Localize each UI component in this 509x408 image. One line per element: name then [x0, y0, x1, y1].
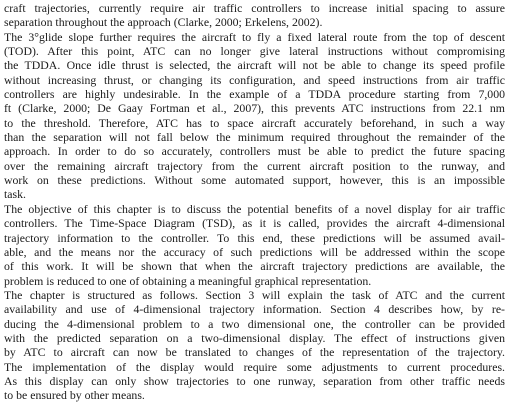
text-line: As this display can only show trajectories to one runway, separation from other traffic needs: [4, 373, 505, 388]
text-line: than the separation will not fall below the minimum required throughout the remainder of the: [4, 130, 505, 145]
text-line: controllers. The Time-Space Diagram (TSD), as it is called, provides the aircraft 4-dimensional: [4, 216, 505, 231]
text-line: trajectory information to the controller. To this end, these predictions will be assumed avail-: [4, 230, 505, 245]
paragraph-2: [4, 30, 505, 202]
text-line: The 3°glide slope further requires the aircraft to fly a fixed lateral route from the top of descent: [4, 29, 505, 44]
text-line: to the threshold. Therefore, ATC has to space aircraft accurately beforehand, in such a way: [4, 115, 505, 130]
text-line: problem is reduced to one of obtaining a meaningful graphical representation.: [4, 273, 372, 288]
text-line: able, and the means nor the accuracy of such predictions will be addressed within the scope: [4, 244, 505, 259]
text-line: availability and use of 4-dimensional trajectory information. Section 4 describes how, by re-: [4, 302, 505, 317]
text-line: the TDDA. Once idle thrust is selected, the aircraft will not be able to change its speed profile: [4, 58, 505, 73]
text-line: with the predicted separation on a two-dimensional display. The effect of instructions given: [4, 330, 505, 345]
text-line: work on these predictions. Without some automated support, however, this is an impossible: [4, 173, 505, 188]
text-line: ducing the 4-dimensional problem to a two dimensional one, the controller can be provided: [4, 316, 505, 331]
text-line: craft trajectories, currently require air traffic controllers to increase initial spacing to assure: [4, 1, 505, 15]
text-line: over the remaining aircraft trajectory from the current aircraft position to the runway, and: [4, 158, 505, 173]
paragraph-4: [4, 288, 505, 403]
text-line: task.: [4, 187, 26, 202]
text-line: controllers are highly undesirable. In the example of a TDDA procedure starting from 7,000: [4, 87, 505, 102]
text-line: without increasing thrust, or changing its configuration, and speed instructions from air traffic: [4, 72, 505, 87]
text-line: of this work. It will be shown that when the aircraft trajectory predictions are available, the: [4, 259, 505, 274]
text-line: ft (Clarke, 2000; De Gaay Fortman et al., 2007), this prevents ATC instructions from 22.1 nm: [4, 101, 505, 116]
text-line: The implementation of the display would require some adjustments to current procedures.: [4, 359, 505, 374]
paragraph-3: [4, 202, 505, 288]
text-line: by ATC to aircraft can now be translated to changes of the representation of the trajectory.: [4, 345, 505, 360]
text-line: (TOD). After this point, ATC can no longer give lateral instructions without compromising: [4, 44, 505, 59]
text-line: The chapter is structured as follows. Section 3 will explain the task of ATC and the current: [4, 287, 505, 302]
text-line: The objective of this chapter is to discuss the potential benefits of a novel display for air traffic: [4, 201, 505, 216]
text-line: to be ensured by other means.: [4, 388, 145, 403]
paragraph-1: [4, 1, 505, 30]
text-line: approach. In order to do so accurately, controllers must be able to predict the future spacing: [4, 144, 505, 159]
text-line: separation throughout the approach (Clarke, 2000; Erkelens, 2002).: [4, 15, 323, 30]
